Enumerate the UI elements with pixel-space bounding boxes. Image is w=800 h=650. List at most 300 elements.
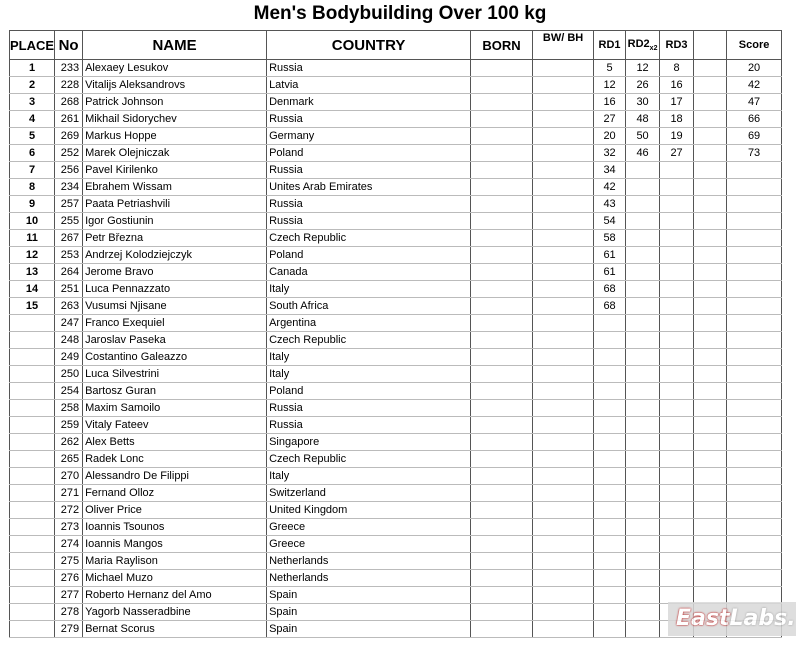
cell-bwbh: [533, 587, 594, 604]
cell-country: Russia: [267, 111, 471, 128]
cell-score: [727, 281, 782, 298]
cell-rd1: 43: [594, 196, 626, 213]
cell-name: Maxim Samoilo: [83, 400, 267, 417]
cell-no: 258: [55, 400, 83, 417]
cell-no: 268: [55, 94, 83, 111]
cell-rd3: [660, 247, 694, 264]
cell-rd3: [660, 383, 694, 400]
table-row: [10, 94, 782, 111]
cell-name: Pavel Kirilenko: [83, 162, 267, 179]
cell-rd1: [594, 366, 626, 383]
cell-name: Andrzej Kolodziejczyk: [83, 247, 267, 264]
cell-bwbh: [533, 60, 594, 77]
cell-bwbh: [533, 519, 594, 536]
cell-rd2: [626, 434, 660, 451]
cell-rd1: [594, 604, 626, 621]
table-row: [10, 196, 782, 213]
cell-name: Patrick Johnson: [83, 94, 267, 111]
cell-name: Alex Betts: [83, 434, 267, 451]
cell-blank: [694, 434, 727, 451]
cell-rd1: [594, 417, 626, 434]
cell-country: Denmark: [267, 94, 471, 111]
cell-no: 247: [55, 315, 83, 332]
cell-name: Ioannis Tsounos: [83, 519, 267, 536]
cell-rd2: [626, 621, 660, 638]
cell-rd1: [594, 536, 626, 553]
cell-rd1: 32: [594, 145, 626, 162]
cell-bwbh: [533, 485, 594, 502]
cell-score: 47: [727, 94, 782, 111]
cell-blank: [694, 536, 727, 553]
cell-rd1: 54: [594, 213, 626, 230]
cell-bwbh: [533, 196, 594, 213]
cell-score: [727, 451, 782, 468]
cell-country: Netherlands: [267, 553, 471, 570]
table-row: [10, 366, 782, 383]
cell-rd2: [626, 213, 660, 230]
cell-bwbh: [533, 111, 594, 128]
cell-blank: [694, 196, 727, 213]
cell-rd1: [594, 349, 626, 366]
cell-bwbh: [533, 383, 594, 400]
cell-rd3: [660, 298, 694, 315]
cell-rd2: [626, 162, 660, 179]
page-title: Men's Bodybuilding Over 100 kg: [253, 3, 547, 24]
cell-country: Spain: [267, 604, 471, 621]
table-row: [10, 247, 782, 264]
table-row: [10, 400, 782, 417]
cell-bwbh: [533, 502, 594, 519]
cell-blank: [694, 485, 727, 502]
cell-country: Switzerland: [267, 485, 471, 502]
cell-rd2: [626, 332, 660, 349]
cell-bwbh: [533, 434, 594, 451]
cell-rd3: [660, 213, 694, 230]
cell-born: [471, 332, 533, 349]
cell-place: 8: [10, 179, 55, 196]
results-table: [9, 30, 782, 638]
header-name: NAME: [83, 31, 267, 60]
cell-country: South Africa: [267, 298, 471, 315]
cell-born: [471, 468, 533, 485]
cell-score: [727, 162, 782, 179]
cell-born: [471, 162, 533, 179]
cell-rd1: 68: [594, 298, 626, 315]
cell-place: 10: [10, 213, 55, 230]
cell-rd3: [660, 417, 694, 434]
cell-rd3: [660, 451, 694, 468]
cell-score: [727, 485, 782, 502]
cell-no: 271: [55, 485, 83, 502]
header-rd2: [626, 31, 660, 60]
table-row: [10, 179, 782, 196]
cell-rd3: [660, 536, 694, 553]
cell-name: Luca Pennazzato: [83, 281, 267, 298]
cell-place: [10, 502, 55, 519]
cell-born: [471, 417, 533, 434]
cell-score: [727, 587, 782, 604]
cell-blank: [694, 77, 727, 94]
table-row: [10, 519, 782, 536]
cell-place: [10, 485, 55, 502]
cell-no: 252: [55, 145, 83, 162]
cell-bwbh: [533, 536, 594, 553]
cell-rd1: 58: [594, 230, 626, 247]
cell-no: 265: [55, 451, 83, 468]
cell-name: Maria Raylison: [83, 553, 267, 570]
cell-rd1: [594, 502, 626, 519]
cell-score: 20: [727, 60, 782, 77]
cell-rd2: [626, 400, 660, 417]
cell-no: 251: [55, 281, 83, 298]
table-row: [10, 230, 782, 247]
cell-blank: [694, 553, 727, 570]
cell-no: 259: [55, 417, 83, 434]
cell-place: [10, 383, 55, 400]
table-row: [10, 128, 782, 145]
cell-born: [471, 536, 533, 553]
cell-bwbh: [533, 315, 594, 332]
cell-born: [471, 230, 533, 247]
eastlabs-watermark-logo: [668, 602, 796, 636]
cell-rd2: [626, 519, 660, 536]
cell-rd3: [660, 587, 694, 604]
cell-country: Spain: [267, 587, 471, 604]
cell-rd1: [594, 315, 626, 332]
cell-no: 261: [55, 111, 83, 128]
cell-place: [10, 570, 55, 587]
cell-blank: [694, 213, 727, 230]
cell-born: [471, 502, 533, 519]
cell-country: Czech Republic: [267, 230, 471, 247]
cell-born: [471, 621, 533, 638]
cell-rd3: [660, 434, 694, 451]
header-born: BORN: [471, 31, 533, 60]
header-rd1: RD1: [594, 31, 626, 60]
cell-place: [10, 451, 55, 468]
cell-born: [471, 604, 533, 621]
cell-blank: [694, 145, 727, 162]
cell-score: [727, 434, 782, 451]
cell-rd2: [626, 281, 660, 298]
cell-bwbh: [533, 145, 594, 162]
cell-rd3: [660, 519, 694, 536]
table-row: [10, 145, 782, 162]
table-row: [10, 587, 782, 604]
cell-country: Italy: [267, 281, 471, 298]
table-row: [10, 417, 782, 434]
cell-no: 250: [55, 366, 83, 383]
cell-rd1: 61: [594, 264, 626, 281]
cell-score: [727, 264, 782, 281]
cell-born: [471, 400, 533, 417]
cell-no: 276: [55, 570, 83, 587]
cell-bwbh: [533, 94, 594, 111]
cell-name: Ioannis Mangos: [83, 536, 267, 553]
cell-country: Canada: [267, 264, 471, 281]
table-row: [10, 315, 782, 332]
cell-score: [727, 179, 782, 196]
cell-born: [471, 451, 533, 468]
cell-place: [10, 536, 55, 553]
cell-rd2: [626, 570, 660, 587]
cell-bwbh: [533, 451, 594, 468]
header-no: No: [55, 31, 83, 60]
cell-name: Petr Března: [83, 230, 267, 247]
cell-score: [727, 417, 782, 434]
header-place: PLACE: [10, 31, 55, 60]
cell-rd3: [660, 179, 694, 196]
cell-rd3: [660, 400, 694, 417]
table-row: [10, 298, 782, 315]
cell-place: 14: [10, 281, 55, 298]
cell-blank: [694, 332, 727, 349]
cell-place: 5: [10, 128, 55, 145]
table-row: [10, 349, 782, 366]
cell-rd3: 16: [660, 77, 694, 94]
cell-score: [727, 400, 782, 417]
cell-rd1: [594, 332, 626, 349]
cell-rd3: 8: [660, 60, 694, 77]
cell-born: [471, 485, 533, 502]
cell-rd2: [626, 553, 660, 570]
cell-bwbh: [533, 332, 594, 349]
cell-rd3: [660, 553, 694, 570]
cell-place: 3: [10, 94, 55, 111]
cell-rd3: 19: [660, 128, 694, 145]
cell-rd1: [594, 553, 626, 570]
cell-no: 279: [55, 621, 83, 638]
cell-born: [471, 315, 533, 332]
header-bw-bh: BW/ BH: [533, 31, 594, 60]
cell-place: [10, 315, 55, 332]
table-row: [10, 264, 782, 281]
cell-blank: [694, 281, 727, 298]
cell-rd3: [660, 485, 694, 502]
cell-rd2: [626, 179, 660, 196]
cell-place: 4: [10, 111, 55, 128]
cell-born: [471, 349, 533, 366]
cell-place: [10, 400, 55, 417]
cell-rd2: [626, 383, 660, 400]
cell-rd2: 26: [626, 77, 660, 94]
cell-name: Oliver Price: [83, 502, 267, 519]
table-row: [10, 162, 782, 179]
cell-country: Latvia: [267, 77, 471, 94]
cell-rd1: 16: [594, 94, 626, 111]
cell-bwbh: [533, 570, 594, 587]
cell-place: [10, 587, 55, 604]
cell-rd2: [626, 349, 660, 366]
cell-born: [471, 247, 533, 264]
cell-born: [471, 281, 533, 298]
cell-score: [727, 230, 782, 247]
cell-score: [727, 553, 782, 570]
header-country: COUNTRY: [267, 31, 471, 60]
table-row: [10, 536, 782, 553]
cell-country: Netherlands: [267, 570, 471, 587]
cell-blank: [694, 94, 727, 111]
cell-born: [471, 179, 533, 196]
cell-rd3: 27: [660, 145, 694, 162]
cell-rd3: [660, 349, 694, 366]
cell-born: [471, 553, 533, 570]
cell-place: [10, 519, 55, 536]
cell-no: 255: [55, 213, 83, 230]
cell-blank: [694, 519, 727, 536]
cell-rd2: [626, 230, 660, 247]
cell-name: Markus Hoppe: [83, 128, 267, 145]
cell-country: Czech Republic: [267, 332, 471, 349]
cell-born: [471, 77, 533, 94]
cell-name: Jaroslav Paseka: [83, 332, 267, 349]
cell-rd1: [594, 485, 626, 502]
cell-rd2: 50: [626, 128, 660, 145]
cell-bwbh: [533, 604, 594, 621]
cell-score: [727, 332, 782, 349]
table-row: [10, 434, 782, 451]
cell-bwbh: [533, 298, 594, 315]
cell-no: 272: [55, 502, 83, 519]
cell-rd2: [626, 468, 660, 485]
cell-no: 262: [55, 434, 83, 451]
cell-place: [10, 417, 55, 434]
cell-score: [727, 366, 782, 383]
cell-born: [471, 570, 533, 587]
cell-name: Costantino Galeazzo: [83, 349, 267, 366]
cell-rd3: [660, 366, 694, 383]
cell-rd2: [626, 366, 660, 383]
cell-blank: [694, 570, 727, 587]
header-rd3: RD3: [660, 31, 694, 60]
cell-born: [471, 145, 533, 162]
table-row: [10, 468, 782, 485]
table-row: [10, 77, 782, 94]
cell-bwbh: [533, 162, 594, 179]
cell-blank: [694, 264, 727, 281]
cell-rd2: [626, 604, 660, 621]
cell-blank: [694, 400, 727, 417]
cell-country: Spain: [267, 621, 471, 638]
cell-rd3: 18: [660, 111, 694, 128]
cell-born: [471, 196, 533, 213]
cell-no: 277: [55, 587, 83, 604]
cell-no: 248: [55, 332, 83, 349]
cell-rd1: [594, 400, 626, 417]
table-row: [10, 281, 782, 298]
table-row: [10, 485, 782, 502]
cell-name: Fernand Olloz: [83, 485, 267, 502]
cell-blank: [694, 417, 727, 434]
cell-blank: [694, 383, 727, 400]
cell-score: [727, 247, 782, 264]
cell-rd2: [626, 196, 660, 213]
cell-rd2: [626, 417, 660, 434]
header-rd2-label: RD2: [627, 37, 650, 50]
cell-rd2: 12: [626, 60, 660, 77]
cell-name: Jerome Bravo: [83, 264, 267, 281]
cell-country: Italy: [267, 366, 471, 383]
cell-country: Poland: [267, 145, 471, 162]
header-rd2-sub: x2: [649, 45, 658, 53]
cell-blank: [694, 230, 727, 247]
cell-name: Luca Silvestrini: [83, 366, 267, 383]
cell-country: Italy: [267, 468, 471, 485]
cell-country: Russia: [267, 400, 471, 417]
cell-country: Poland: [267, 247, 471, 264]
cell-born: [471, 434, 533, 451]
cell-name: Ebrahem Wissam: [83, 179, 267, 196]
cell-name: Roberto Hernanz del Amo: [83, 587, 267, 604]
cell-place: [10, 604, 55, 621]
cell-no: 253: [55, 247, 83, 264]
cell-place: 6: [10, 145, 55, 162]
cell-place: 12: [10, 247, 55, 264]
cell-country: United Kingdom: [267, 502, 471, 519]
cell-rd2: 30: [626, 94, 660, 111]
cell-score: [727, 468, 782, 485]
cell-place: [10, 621, 55, 638]
cell-place: 15: [10, 298, 55, 315]
cell-no: 249: [55, 349, 83, 366]
watermark-part-1: East: [676, 606, 730, 631]
cell-blank: [694, 315, 727, 332]
table-row: [10, 604, 782, 621]
cell-place: [10, 468, 55, 485]
header-row: [10, 31, 782, 60]
cell-blank: [694, 502, 727, 519]
cell-score: [727, 196, 782, 213]
cell-blank: [694, 111, 727, 128]
cell-no: 233: [55, 60, 83, 77]
cell-rd3: [660, 332, 694, 349]
cell-no: 267: [55, 230, 83, 247]
cell-bwbh: [533, 230, 594, 247]
cell-bwbh: [533, 247, 594, 264]
cell-rd3: [660, 281, 694, 298]
cell-rd3: [660, 570, 694, 587]
watermark-part-2: Labs.: [729, 606, 796, 631]
cell-blank: [694, 128, 727, 145]
cell-blank: [694, 298, 727, 315]
cell-place: [10, 332, 55, 349]
cell-country: Greece: [267, 519, 471, 536]
cell-born: [471, 94, 533, 111]
cell-rd2: [626, 485, 660, 502]
cell-blank: [694, 366, 727, 383]
table-row: [10, 621, 782, 638]
cell-rd1: 27: [594, 111, 626, 128]
cell-rd1: 5: [594, 60, 626, 77]
cell-country: Unites Arab Emirates: [267, 179, 471, 196]
cell-country: Russia: [267, 213, 471, 230]
cell-blank: [694, 162, 727, 179]
cell-bwbh: [533, 179, 594, 196]
cell-name: Radek Lonc: [83, 451, 267, 468]
cell-place: 2: [10, 77, 55, 94]
cell-rd1: 34: [594, 162, 626, 179]
cell-rd1: [594, 434, 626, 451]
cell-rd1: 42: [594, 179, 626, 196]
cell-place: 11: [10, 230, 55, 247]
cell-bwbh: [533, 77, 594, 94]
table-row: [10, 383, 782, 400]
cell-rd1: [594, 570, 626, 587]
table-row: [10, 553, 782, 570]
cell-rd1: [594, 519, 626, 536]
cell-rd3: [660, 502, 694, 519]
cell-rd2: [626, 502, 660, 519]
